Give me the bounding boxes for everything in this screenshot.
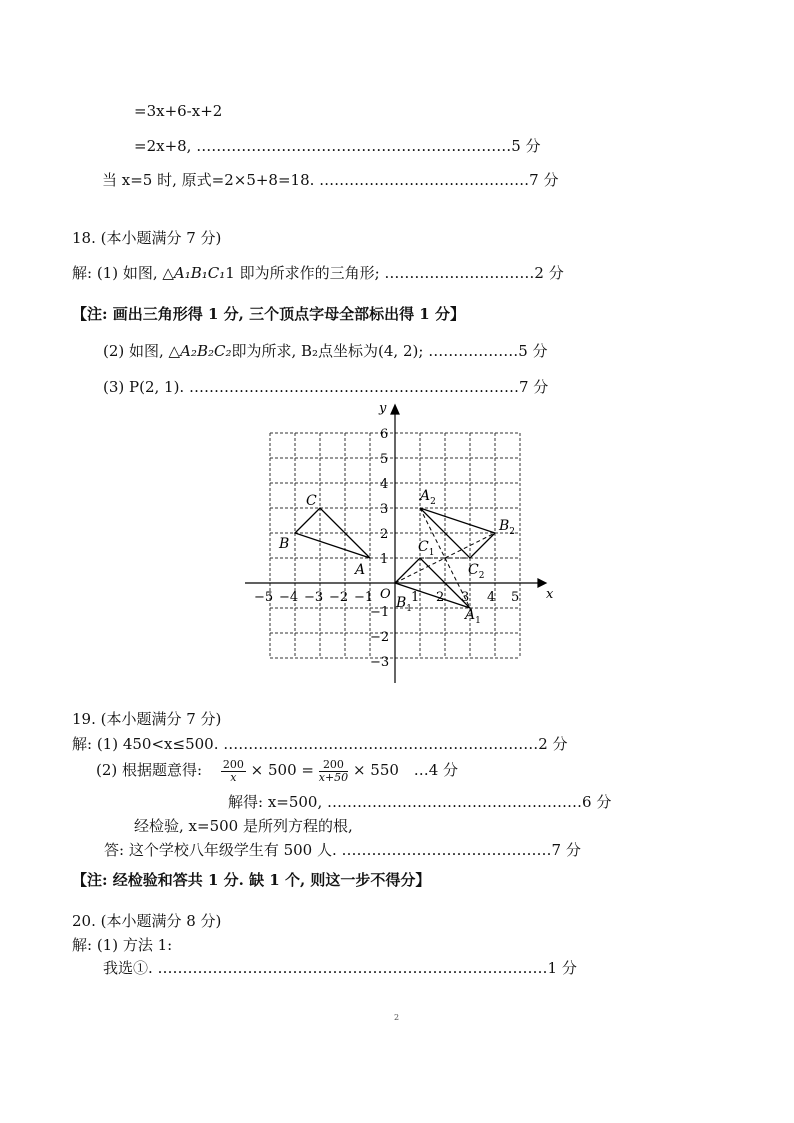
q19-part3: 解得: x=500, ……………………………………………6 分 xyxy=(228,793,612,811)
x-tick: 5 xyxy=(511,590,520,605)
point-label-b2: $B_2$ xyxy=(499,518,516,537)
point-label-c1: $C_1$ xyxy=(418,539,435,558)
times-500: × 500 = xyxy=(250,761,314,779)
q18-part2 xyxy=(103,341,548,361)
y-tick: 3 xyxy=(380,502,389,517)
line-1: =3x+6-x+2 xyxy=(134,102,223,120)
y-tick: 2 xyxy=(380,527,389,542)
y-tick: −2 xyxy=(370,630,390,645)
fraction-200-x xyxy=(221,759,246,784)
q18-part2-pre: (2) 如图, △ xyxy=(103,342,181,360)
y-axis-label: y xyxy=(379,401,387,416)
x-axis-label: x xyxy=(546,587,554,602)
axes xyxy=(245,405,546,683)
q19-part2-score: …4 分 xyxy=(413,761,458,779)
q18-part2-post: 即为所求, B₂点坐标为(4, 2); ………………5 分 xyxy=(231,342,548,360)
q20-title: 20. (本小题满分 8 分) xyxy=(72,912,222,930)
x-tick: −3 xyxy=(304,590,324,605)
point-label-a2: $A_2$ xyxy=(420,488,436,507)
x-tick: −1 xyxy=(354,590,374,605)
q19-part4: 经检验, x=500 是所列方程的根, xyxy=(134,817,353,835)
q18-part1-post: 1 即为所求作的三角形; …………………………2 分 xyxy=(225,264,564,282)
y-tick: −3 xyxy=(370,655,390,670)
triangle-a1b1c1: A₁B₁C₁ xyxy=(173,264,226,282)
q20-part2: 我选①. ……………………………………………………………………1 分 xyxy=(103,959,577,977)
q18-note: 【注: 画出三角形得 1 分, 三个顶点字母全部标出得 1 分】 xyxy=(72,305,465,323)
q20-part1: 解: (1) 方法 1: xyxy=(72,936,173,954)
point-label-a1: $A_1$ xyxy=(465,607,481,626)
fraction-numerator: 200 xyxy=(222,757,244,771)
y-tick: 6 xyxy=(380,427,389,442)
page-number: 2 xyxy=(394,1013,400,1022)
x-tick: −5 xyxy=(254,590,274,605)
times-550: × 550 xyxy=(352,761,399,779)
y-tick: 5 xyxy=(380,452,389,467)
line-2: =2x+8, ………………………………………………………5 分 xyxy=(134,137,541,155)
origin-label: O xyxy=(380,587,391,602)
y-tick: −1 xyxy=(370,605,390,620)
x-tick: 2 xyxy=(436,590,445,605)
x-tick: 4 xyxy=(487,590,496,605)
point-label-a: A xyxy=(355,562,366,578)
fraction-numerator: 200 xyxy=(319,759,348,772)
q18-part3: (3) P(2, 1). …………………………………………………………7 分 xyxy=(103,378,549,396)
q19-part1: 解: (1) 450<x≤500. ………………………………………………………2 分 xyxy=(72,735,568,753)
coordinate-graph xyxy=(240,398,560,690)
q19-title: 19. (本小题满分 7 分) xyxy=(72,710,222,728)
q18-part1 xyxy=(72,263,564,283)
q19-part2-pre: (2) 根据题意得: xyxy=(96,761,203,779)
line-3: 当 x=5 时, 原式=2×5+8=18. ……………………………………7 分 xyxy=(102,171,559,189)
q19-note: 【注: 经检验和答共 1 分. 缺 1 个, 则这一步不得分】 xyxy=(72,871,431,889)
x-tick: 1 xyxy=(411,590,420,605)
q19-part2 xyxy=(96,756,458,784)
q19-part5: 答: 这个学校八年级学生有 500 人. ……………………………………7 分 xyxy=(104,841,581,859)
x-tick: 3 xyxy=(461,590,470,605)
fraction-200-x50 xyxy=(319,759,348,784)
x-tick: −4 xyxy=(279,590,299,605)
point-label-c2: $C_2$ xyxy=(468,562,485,581)
q18-title: 18. (本小题满分 7 分) xyxy=(72,229,222,247)
point-label-b1: $B_1$ xyxy=(396,595,413,614)
fraction-denominator: x xyxy=(230,770,237,784)
triangle-a2b2c2: A₂B₂C₂ xyxy=(180,342,232,360)
y-tick: 1 xyxy=(380,552,389,567)
q18-part1-pre: 解: (1) 如图, △ xyxy=(72,264,174,282)
point-label-b: B xyxy=(279,536,290,552)
y-tick: 4 xyxy=(380,477,389,492)
point-label-c: C xyxy=(306,493,317,509)
x-tick: −2 xyxy=(329,590,349,605)
fraction-denominator: x+50 xyxy=(318,770,349,784)
